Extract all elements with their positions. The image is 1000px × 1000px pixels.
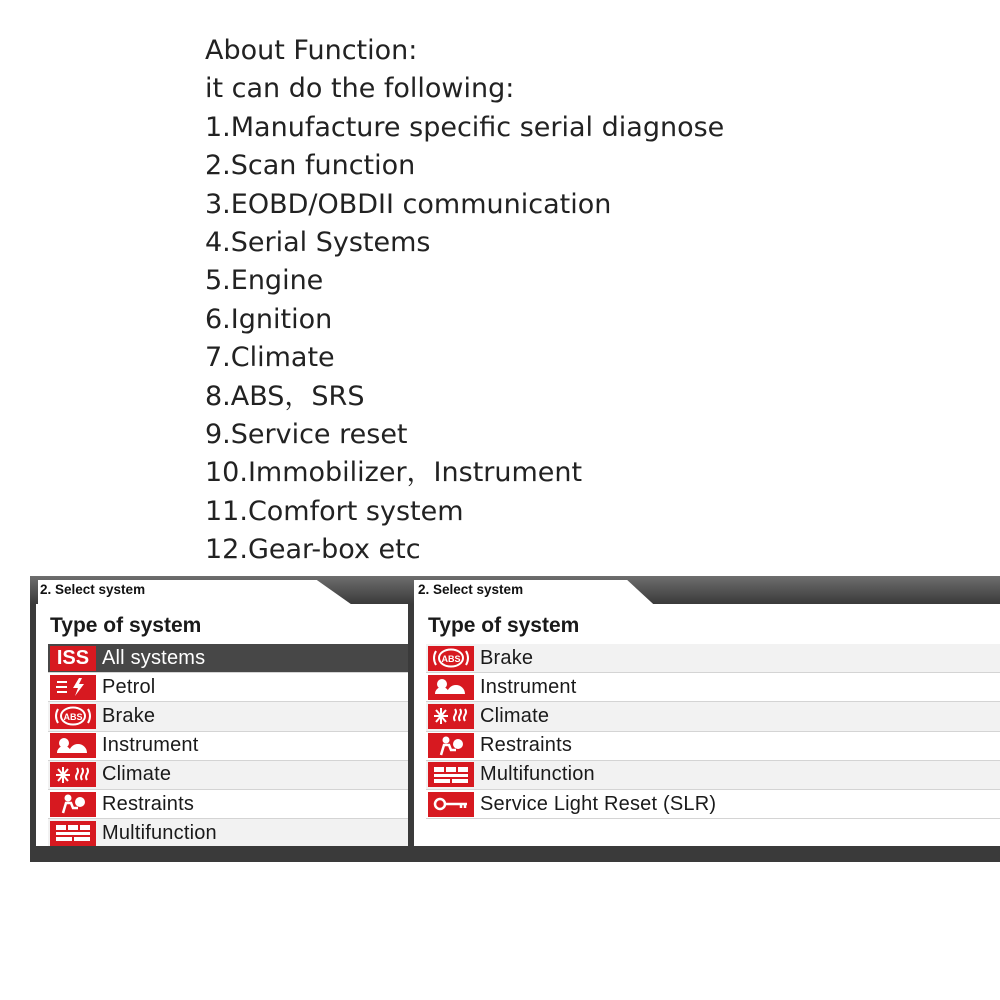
feature-item: 1.Manufacture specific serial diagnose bbox=[205, 111, 725, 143]
system-row-restraints[interactable] bbox=[426, 732, 1000, 761]
system-row-instrument[interactable] bbox=[48, 732, 410, 761]
system-list bbox=[426, 644, 1000, 846]
instrument-icon bbox=[50, 733, 96, 758]
system-row-brake[interactable] bbox=[426, 644, 1000, 673]
system-row-service-light-reset[interactable] bbox=[426, 790, 1000, 819]
restraints-icon bbox=[50, 792, 96, 817]
about-function-text bbox=[205, 32, 905, 570]
system-label: Service Light Reset (SLR) bbox=[480, 792, 717, 815]
select-system-panel-left bbox=[30, 576, 414, 862]
section-title: Type of system bbox=[428, 614, 580, 637]
system-label: Multifunction bbox=[480, 763, 595, 786]
instrument-icon bbox=[428, 675, 474, 700]
system-row-climate[interactable] bbox=[426, 702, 1000, 731]
panel-body bbox=[414, 604, 1000, 846]
system-row-petrol[interactable] bbox=[48, 673, 410, 702]
system-label: Climate bbox=[480, 704, 550, 727]
system-label: Restraints bbox=[102, 792, 195, 815]
panel-body bbox=[36, 604, 410, 846]
panel-header bbox=[408, 576, 1000, 604]
feature-item: 7.Climate bbox=[205, 342, 335, 374]
feature-item: 5.Engine bbox=[205, 265, 324, 297]
feature-item: 10.Immobilizer，Instrument bbox=[205, 457, 583, 489]
system-label: Brake bbox=[102, 704, 156, 727]
system-label: Restraints bbox=[480, 734, 573, 757]
system-row-instrument[interactable] bbox=[426, 673, 1000, 702]
select-system-panel-right bbox=[408, 576, 1000, 862]
climate-icon bbox=[428, 704, 474, 729]
system-row-brake[interactable] bbox=[48, 702, 410, 731]
step-title: 2. Select system bbox=[40, 582, 146, 597]
feature-item: 3.EOBD/OBDII communication bbox=[205, 188, 612, 220]
system-row-multifunction[interactable] bbox=[48, 819, 410, 846]
system-row-all-systems[interactable] bbox=[48, 644, 410, 673]
system-label: All systems bbox=[102, 646, 206, 669]
multifunction-icon bbox=[50, 821, 96, 846]
system-row-multifunction[interactable] bbox=[426, 761, 1000, 790]
svg-text:ABS: ABS bbox=[441, 654, 461, 665]
abs-brake-icon bbox=[50, 704, 96, 729]
section-title: Type of system bbox=[50, 614, 202, 637]
feature-item: 2.Scan function bbox=[205, 150, 416, 182]
petrol-icon bbox=[50, 675, 96, 700]
feature-item: 11.Comfort system bbox=[205, 495, 464, 527]
system-label: Instrument bbox=[480, 675, 577, 698]
feature-item: 9.Service reset bbox=[205, 419, 408, 451]
restraints-icon bbox=[428, 733, 474, 758]
feature-item: 6.Ignition bbox=[205, 303, 333, 335]
abs-brake-icon bbox=[428, 646, 474, 671]
feature-item: 12.Gear-box etc bbox=[205, 534, 421, 566]
service-wrench-icon bbox=[428, 792, 474, 817]
feature-item: 8.ABS，SRS bbox=[205, 380, 365, 412]
system-label: Climate bbox=[102, 763, 172, 786]
feature-item: 4.Serial Systems bbox=[205, 227, 431, 259]
system-label: Multifunction bbox=[102, 821, 217, 844]
system-list bbox=[48, 644, 410, 846]
system-label: Instrument bbox=[102, 734, 199, 757]
svg-text:ABS: ABS bbox=[63, 712, 83, 723]
about-heading: About Function: bbox=[205, 35, 418, 66]
system-row-restraints[interactable] bbox=[48, 790, 410, 819]
multifunction-icon bbox=[428, 762, 474, 787]
system-row-climate[interactable] bbox=[48, 761, 410, 790]
step-title: 2. Select system bbox=[418, 582, 524, 597]
system-label: Brake bbox=[480, 646, 534, 669]
panel-header bbox=[30, 576, 414, 604]
about-subheading: it can do the following: bbox=[205, 73, 515, 105]
climate-icon bbox=[50, 762, 96, 787]
system-label: Petrol bbox=[102, 675, 156, 698]
iss-icon: ISS bbox=[50, 646, 96, 671]
